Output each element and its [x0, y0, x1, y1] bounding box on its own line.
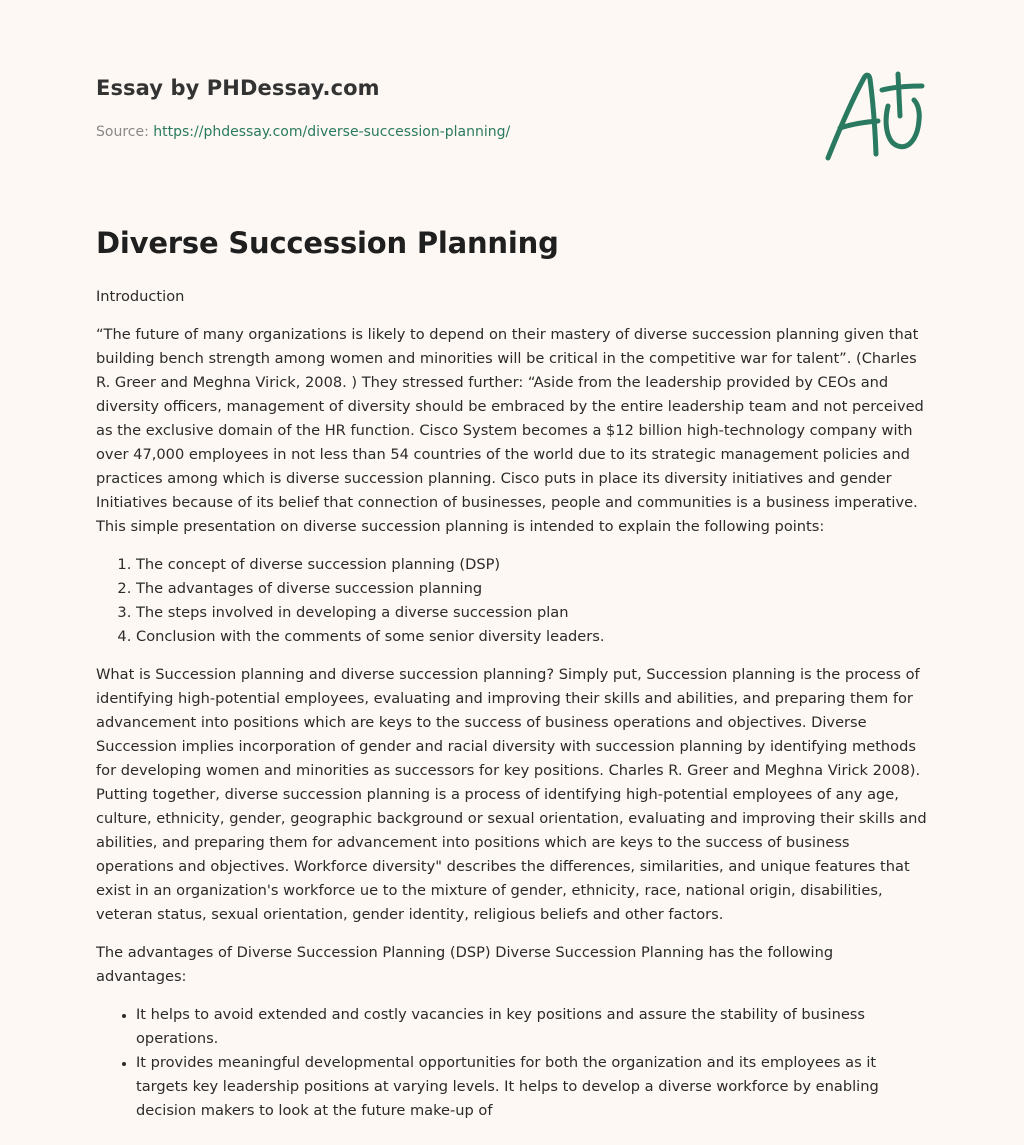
- source-link[interactable]: https://phdessay.com/diverse-succession-planning/: [153, 124, 511, 140]
- essay-body: [96, 285, 928, 1137]
- paragraph-intro: “The future of many organizations is likely to depend on their mastery of diverse succession planning given that building bench strength among women and minorities will be critical in the competitive war for talent”. (Charles R. Greer and Meghna Virick, 2008. ) They stressed further: “Aside from the leadership provided by CEOs and diversity officers, management of diversity should be embraced by the entire leadership team and not perceived as the exclusive domain of the HR function. Cisco System becomes a $12 billion high-technology company with over 47,000 employees in not less than 54 countries of the world due to its strategic management policies and practices among which is diverse succession planning. Cisco puts in place its diversity initiatives and gender Initiatives because of its belief that connection of businesses, people and communities is a business imperative. This simple presentation on diverse succession planning is intended to explain the following points:: [96, 326, 924, 535]
- paragraph-advantages-intro: The advantages of Diverse Succession Planning (DSP) Diverse Succession Planning has the following advantages:: [96, 944, 834, 985]
- advantages-list: [96, 1003, 928, 1123]
- essay-title: Diverse Succession Planning: [96, 226, 559, 260]
- source-line: [96, 124, 510, 140]
- paragraph-definition: What is Succession planning and diverse succession planning? Simply put, Succession planning is the process of identifying high-potential employees, evaluating and improving their skills and abilities, and preparing them for advancement into positions which are keys to the success of business operations and objectives. Diverse Succession implies incorporation of gender and racial diversity with succession planning by identifying methods for developing women and minorities as successors for key positions. Charles R. Greer and Meghna Virick 2008). Putting together, diverse succession planning is a process of identifying high-potential employees of any age, culture, ethnicity, gender, geographic background or sexual orientation, evaluating and improving their skills and abilities, and preparing them for advancement into positions which are keys to the success of business operations and objectives. Workforce diversity" describes the differences, similarities, and unique features that exist in an organization's workforce ue to the mixture of gender, ethnicity, race, national origin, disabilities, veteran status, sexual orientation, gender identity, religious beliefs and other factors.: [96, 666, 927, 923]
- source-label: Source:: [96, 124, 149, 140]
- list-item: • It provides meaningful developmental opportunities for both the organization and its employees as it targets key leadership positions at varying levels. It helps to develop a diverse workforce by enabling decision makers to look at the future make-up of: [136, 1051, 928, 1123]
- brand-title: Essay by PHDessay.com: [96, 76, 380, 100]
- points-list: [96, 553, 928, 649]
- list-item: 4. Conclusion with the comments of some senior diversity leaders.: [136, 625, 928, 649]
- list-item: • It helps to avoid extended and costly vacancies in key positions and assure the stability of business operations.: [136, 1003, 928, 1051]
- intro-heading: Introduction: [96, 288, 185, 305]
- list-item: 2. The advantages of diverse succession planning: [136, 577, 928, 601]
- a-plus-logo-icon: [818, 66, 928, 166]
- list-item: 3. The steps involved in developing a diverse succession plan: [136, 601, 928, 625]
- list-item: 1. The concept of diverse succession planning (DSP): [136, 553, 928, 577]
